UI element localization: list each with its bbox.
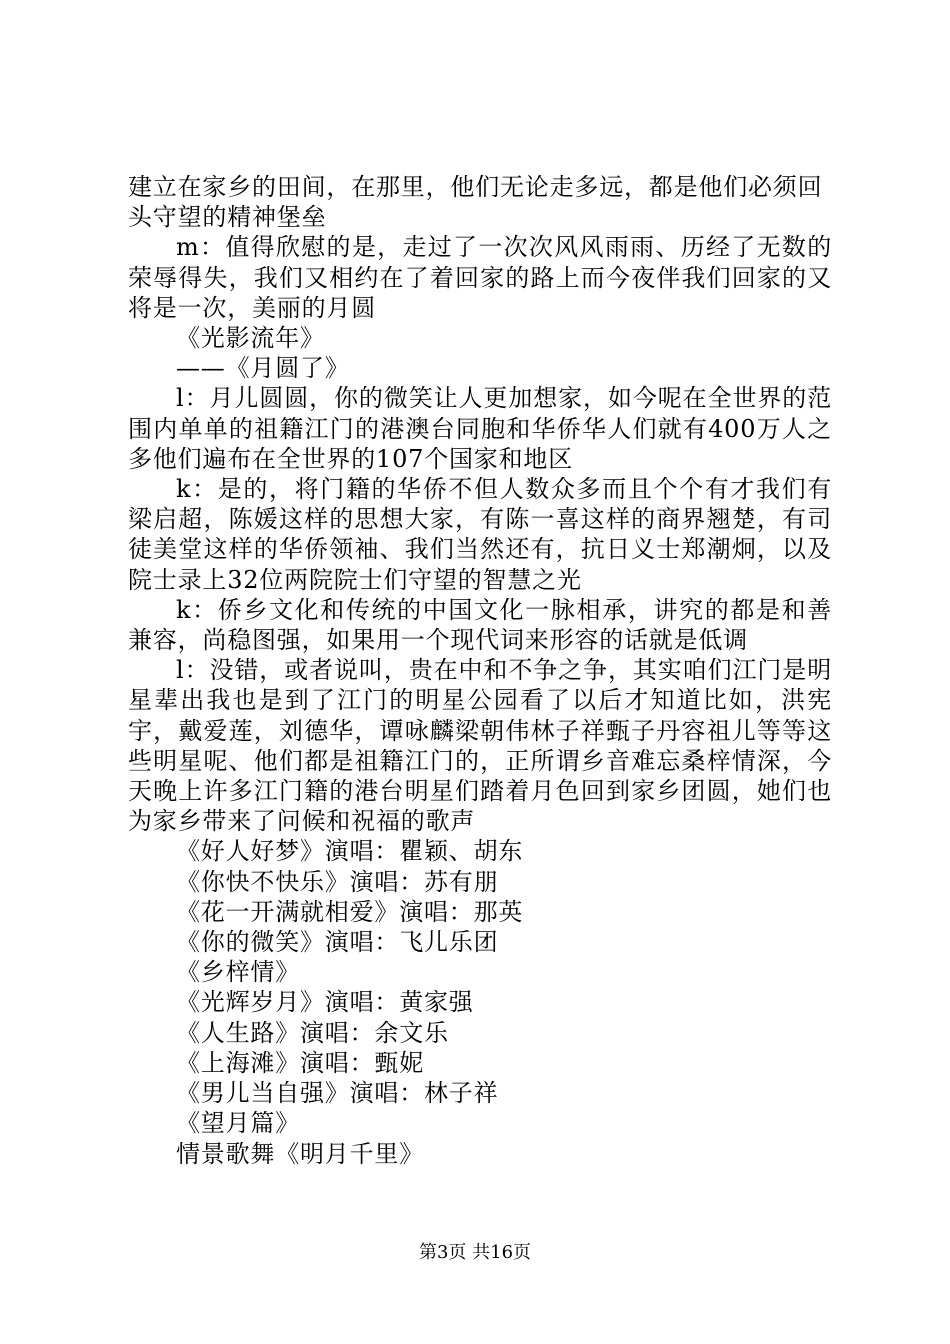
- paragraph-dialogue-k-2: k：侨乡文化和传统的中国文化一脉相承，讲究的都是和善兼容，尚稳图强，如果用一个现代词来形容的话就是低调: [128, 595, 832, 655]
- song-item: 《你快不快乐》演唱：苏有朋: [176, 867, 499, 896]
- paragraph-dialogue-m: m：值得欣慰的是，走过了一次次风风雨雨、历经了无数的荣辱得失，我们又相约在了着回家的路上而今夜伴我们回家的又将是一次，美丽的月圆: [128, 233, 832, 322]
- song-item: 《男儿当自强》演唱：林子祥: [176, 1079, 499, 1108]
- song-item: 《你的微笑》演唱：飞儿乐团: [176, 928, 499, 957]
- section-title-wangyue: 《望月篇》: [176, 1109, 300, 1138]
- song-item: 《花一开满就相爱》演唱：那英: [176, 897, 524, 926]
- song-item: 《人生路》演唱：余文乐: [176, 1018, 449, 1047]
- section-title-xiangzi: 《乡梓情》: [176, 958, 300, 987]
- paragraph-dialogue-l-2: l：没错，或者说叫，贵在中和不争之争，其实咱们江门是明星辈出我也是到了江门的明星公园看了以后才知道比如，洪宪宇，戴爱莲，刘德华，谭咏麟梁朝伟林子祥甄子丹容祖儿等等这些明星呢、他们都是祖籍江门的，正所谓乡音难忘桑梓情深，今天晚上许多江门籍的港台明星们踏着月色回到家乡团圆，她们也为家乡带来了问候和祝福的歌声: [128, 656, 832, 836]
- song-item: 《好人好梦》演唱：瞿颖、胡东: [176, 837, 524, 866]
- paragraph-continuation: 建立在家乡的田间，在那里，他们无论走多远，都是他们必须回头守望的精神堡垒: [128, 173, 823, 232]
- paragraph-dialogue-l-1: l：月儿圆圆，你的微笑让人更加想家，如今呢在全世界的范围内单单的祖籍江门的港澳台同胞和华侨华人们就有400万人之多他们遍布在全世界的107个国家和地区: [128, 384, 832, 473]
- song-item: 《光辉岁月》演唱：黄家强: [176, 988, 474, 1017]
- page-number-footer: 第3页 共16页: [418, 1242, 532, 1263]
- document-body: [128, 172, 832, 1169]
- song-item: 《上海滩》演唱：甄妮: [176, 1048, 424, 1077]
- paragraph-dialogue-k-1: k：是的，将门籍的华侨不但人数众多而且个个有才我们有梁启超，陈媛这样的思想大家，有陈一喜这样的商界翘楚，有司徒美堂这样的华侨领袖、我们当然还有，抗日义士郑潮炯，以及院士录上32位两院院士们守望的智慧之光: [128, 475, 832, 594]
- program-subtitle-yueyuan: ——《月圆了》: [176, 354, 350, 383]
- program-item-dance: 情景歌舞《明月千里》: [176, 1139, 424, 1168]
- program-title-guangying: 《光影流年》: [176, 324, 325, 353]
